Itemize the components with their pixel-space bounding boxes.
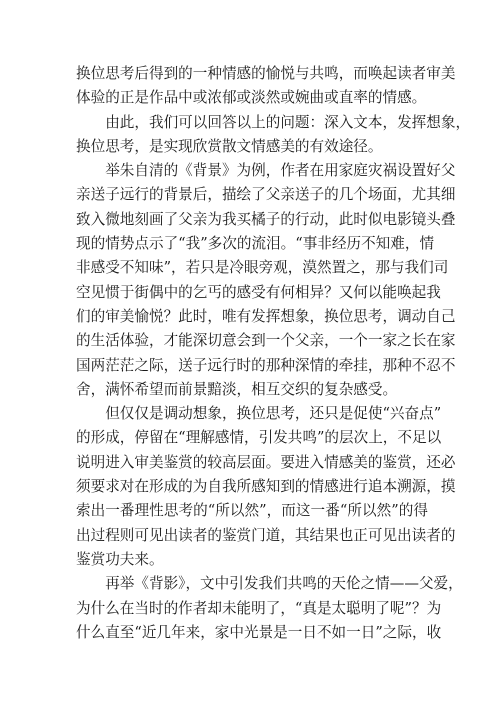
text-line: 们的审美愉悦？此时，唯有发挥想象，换位思考，调动自己	[76, 307, 456, 325]
text-line: 举朱自清的《背景》为例，作者在用家庭灾祸设置好父	[76, 162, 456, 180]
text-line: 鉴赏功夫来。	[76, 550, 164, 568]
paragraph-5	[76, 572, 463, 645]
paragraph-2	[76, 111, 471, 160]
text-line: 的形成，停留在“理解感情，引发共鸣”的层次上，不足以	[76, 429, 442, 447]
paragraph-1	[76, 62, 456, 111]
text-line: 空见惯于街偶中的乞丐的感受有何相异？又何以能唤起我	[76, 283, 441, 301]
text-line: 但仅仅是调动想象，换位思考，还只是促使“兴奋点”	[76, 405, 442, 423]
text-line: 亲送子远行的背景后，描绘了父亲送子的几个场面，尤其细	[76, 186, 456, 204]
text-line: 致入微地刻画了父亲为我买橘子的行动，此时似电影镜头叠	[76, 210, 456, 228]
text-line: 体验的正是作品中或浓郁或淡然或婉曲或直率的情感。	[76, 89, 427, 107]
text-line: 索出一番理性思考的“所以然”，而这一番“所以然”的得	[76, 502, 428, 520]
text-line: 再举《背影》，文中引发我们共鸣的天伦之情——父爱，	[76, 575, 463, 593]
text-line: 为什么在当时的作者却未能明了，“真是太聪明了呢”？为	[76, 599, 442, 617]
text-line: 的生活体验，才能深切意会到一个父亲，一个一家之长在家	[76, 332, 456, 350]
text-line: 说明进入审美鉴赏的较高层面。要进入情感美的鉴赏，还必	[76, 453, 456, 471]
paragraph-4	[76, 402, 456, 572]
text-line: 换位思考，是实现欣赏散文情感美的有效途径。	[76, 137, 383, 155]
text-line: 非感受不知味”，若只是冷眼旁观，漠然置之，那与我们司	[76, 259, 449, 277]
text-line: 出过程则可见出读者的鉴赏门道，其结果也正可见出读者的	[76, 526, 456, 544]
text-line: 由此，我们可以回答以上的问题：深入文本，发挥想象，	[76, 113, 471, 131]
text-line: 舍，满怀希望而前景黯淡，相互交织的复杂感受。	[76, 380, 398, 398]
text-line: 换位思考后得到的一种情感的愉悦与共鸣，而唤起读者审美	[76, 65, 456, 82]
body-text	[76, 62, 471, 645]
text-line: 什么直至“近几年来，家中光景是一日不如一日”之际，收	[76, 623, 442, 641]
text-line: 国两茫茫之际，送子远行时的那种深情的牵挂，那种不忍不	[76, 356, 456, 374]
text-line: 现的情势点示了“我”多次的流泪。“事非经历不知难，情	[76, 235, 435, 253]
text-line: 须要求对在形成的为自我所感知到的情感进行追本溯源，摸	[76, 478, 456, 496]
paragraph-3	[76, 159, 456, 402]
